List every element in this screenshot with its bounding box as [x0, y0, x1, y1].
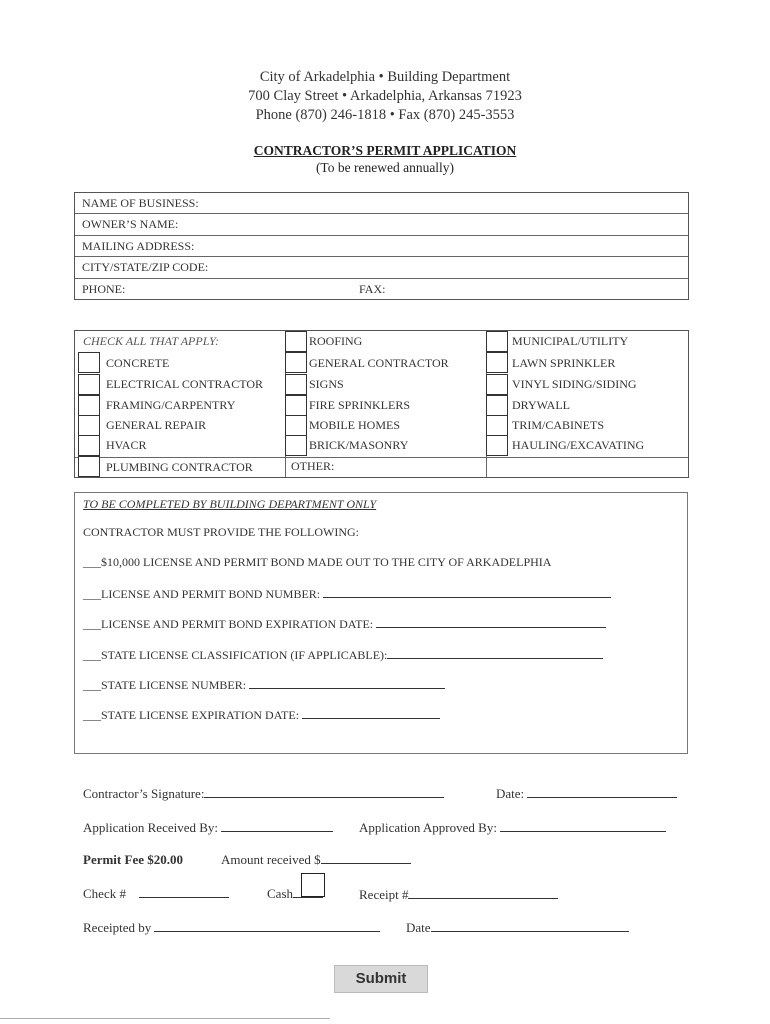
received-by-field[interactable] — [83, 820, 333, 836]
checkbox-framing-carpentry[interactable] — [78, 395, 100, 416]
check-label: Check # — [83, 886, 126, 901]
phone-fax-row — [75, 279, 688, 300]
dept-bond-label: $10,000 LICENSE AND PERMIT BOND MADE OUT TO THE CITY OF ARKADELPHIA — [101, 555, 552, 569]
business-name-field[interactable] — [75, 193, 688, 214]
header-line-2: 700 Clay Street • Arkadelphia, Arkansas 71923 — [248, 88, 522, 104]
checkbox-signs[interactable] — [285, 374, 307, 395]
header-line-1: City of Arkadelphia • Building Department — [259, 69, 511, 85]
mailing-address-field[interactable] — [75, 236, 688, 257]
building-department-section — [74, 492, 688, 754]
label-hvacr: HVACR — [106, 438, 147, 452]
label-general-contractor: GENERAL CONTRACTOR — [309, 356, 449, 370]
permit-fee: Permit Fee $20.00 — [83, 852, 183, 867]
signature-date-field[interactable] — [496, 786, 677, 802]
checkbox-municipal-utility[interactable] — [486, 331, 508, 352]
checkbox-brick-masonry[interactable] — [285, 435, 307, 456]
dept-license-number-label: STATE LICENSE NUMBER: — [101, 678, 247, 692]
dept-license-exp-line[interactable]: ___STATE LICENSE EXPIRATION DATE: — [83, 707, 440, 723]
signature-label: Contractor’s Signature: — [83, 786, 205, 801]
checkbox-mobile-homes[interactable] — [285, 415, 307, 436]
checkbox-general-contractor[interactable] — [285, 352, 307, 373]
dept-bond-exp-line[interactable]: ___LICENSE AND PERMIT BOND EXPIRATION DATE: — [83, 616, 606, 632]
trade-checklist — [74, 330, 689, 478]
check-all-caption: CHECK ALL THAT APPLY: — [83, 334, 220, 348]
approved-by-field[interactable] — [359, 820, 666, 836]
label-electrical-contractor: ELECTRICAL CONTRACTOR — [106, 377, 264, 391]
cash-label: Cash — [267, 886, 293, 901]
checkbox-vinyl-siding[interactable] — [486, 374, 508, 395]
divider — [0, 1018, 330, 1019]
check-number-field[interactable] — [83, 886, 229, 902]
checkbox-roofing[interactable] — [285, 331, 307, 352]
dept-bond-line[interactable]: ___$10,000 LICENSE AND PERMIT BOND MADE OUT TO THE CITY OF ARKADELPHIA — [83, 555, 552, 569]
form-title-sub: (To be renewed annually) — [315, 160, 455, 175]
checkbox-drywall[interactable] — [486, 395, 508, 416]
cash-checkbox[interactable] — [301, 873, 325, 897]
other-field[interactable]: OTHER: — [291, 459, 335, 473]
dept-bond-number-label: LICENSE AND PERMIT BOND NUMBER: — [101, 587, 321, 601]
checkbox-fire-sprinklers[interactable] — [285, 395, 307, 416]
form-title-main: CONTRACTOR’S PERMIT APPLICATION — [253, 143, 517, 158]
label-drywall: DRYWALL — [512, 398, 570, 412]
checkbox-electrical-contractor[interactable] — [78, 374, 100, 395]
label-concrete: CONCRETE — [106, 356, 170, 370]
owner-name-field[interactable] — [75, 214, 688, 235]
form-title — [0, 142, 770, 176]
header-line-3: Phone (870) 246-1818 • Fax (870) 245-3553 — [255, 107, 515, 123]
label-plumbing-contractor: PLUMBING CONTRACTOR — [106, 460, 253, 474]
receipted-by-label: Receipted by — [83, 920, 152, 935]
label-trim-cabinets: TRIM/CABINETS — [512, 418, 605, 432]
submit-button[interactable]: Submit — [334, 965, 428, 993]
label-hauling-excavating: HAULING/EXCAVATING — [512, 438, 645, 452]
label-general-repair: GENERAL REPAIR — [106, 418, 207, 432]
checkbox-trim-cabinets[interactable] — [486, 415, 508, 436]
dept-bond-number-line[interactable]: ___LICENSE AND PERMIT BOND NUMBER: — [83, 586, 611, 602]
label-framing-carpentry: FRAMING/CARPENTRY — [106, 398, 236, 412]
dept-heading: TO BE COMPLETED BY BUILDING DEPARTMENT ONLY — [83, 497, 377, 511]
dept-classification-line[interactable]: ___STATE LICENSE CLASSIFICATION (IF APPLICABLE): — [83, 647, 603, 663]
mailing-address-label: MAILING ADDRESS: — [82, 238, 195, 253]
receipt-date-label: Date — [406, 920, 431, 935]
label-municipal-utility: MUNICIPAL/UTILITY — [512, 334, 629, 348]
letterhead — [0, 68, 770, 125]
receipt-label: Receipt # — [359, 887, 409, 902]
receipt-number-field[interactable] — [359, 887, 558, 903]
received-by-label: Application Received By: — [83, 820, 219, 835]
label-lawn-sprinkler: LAWN SPRINKLER — [512, 356, 616, 370]
business-info-box — [74, 192, 689, 300]
checkbox-lawn-sprinkler[interactable] — [486, 352, 508, 373]
owner-name-label: OWNER’S NAME: — [82, 217, 179, 232]
label-vinyl-siding: VINYL SIDING/SIDING — [512, 377, 637, 391]
checkbox-concrete[interactable] — [78, 352, 100, 373]
label-brick-masonry: BRICK/MASONRY — [309, 438, 409, 452]
business-name-label: NAME OF BUSINESS: — [82, 196, 199, 210]
label-mobile-homes: MOBILE HOMES — [309, 418, 401, 432]
checkbox-hvacr[interactable] — [78, 435, 100, 456]
fax-label[interactable]: FAX: — [359, 281, 386, 296]
contractor-signature-field[interactable] — [83, 786, 444, 802]
checkbox-hauling-excavating[interactable] — [486, 435, 508, 456]
checkbox-general-repair[interactable] — [78, 415, 100, 436]
phone-label[interactable]: PHONE: — [82, 281, 126, 296]
label-roofing: ROOFING — [309, 334, 363, 348]
receipted-by-field[interactable] — [83, 920, 380, 936]
receipt-date-field[interactable] — [406, 920, 629, 936]
label-signs: SIGNS — [309, 377, 344, 391]
amount-received-field[interactable] — [221, 852, 411, 868]
label-fire-sprinklers: FIRE SPRINKLERS — [309, 398, 411, 412]
amount-received-label: Amount received $ — [221, 852, 321, 867]
dept-bond-exp-label: LICENSE AND PERMIT BOND EXPIRATION DATE: — [101, 617, 374, 631]
city-state-zip-label: CITY/STATE/ZIP CODE: — [82, 260, 209, 275]
dept-intro: CONTRACTOR MUST PROVIDE THE FOLLOWING: — [83, 525, 360, 539]
city-state-zip-field[interactable] — [75, 257, 688, 278]
date-label: Date: — [496, 786, 525, 801]
dept-license-number-line[interactable]: ___STATE LICENSE NUMBER: — [83, 677, 445, 693]
approved-by-label: Application Approved By: — [359, 820, 497, 835]
dept-classification-label: STATE LICENSE CLASSIFICATION (IF APPLICABLE): — [101, 648, 388, 662]
dept-license-exp-label: STATE LICENSE EXPIRATION DATE: — [101, 708, 300, 722]
checkbox-plumbing-contractor[interactable] — [78, 456, 100, 477]
